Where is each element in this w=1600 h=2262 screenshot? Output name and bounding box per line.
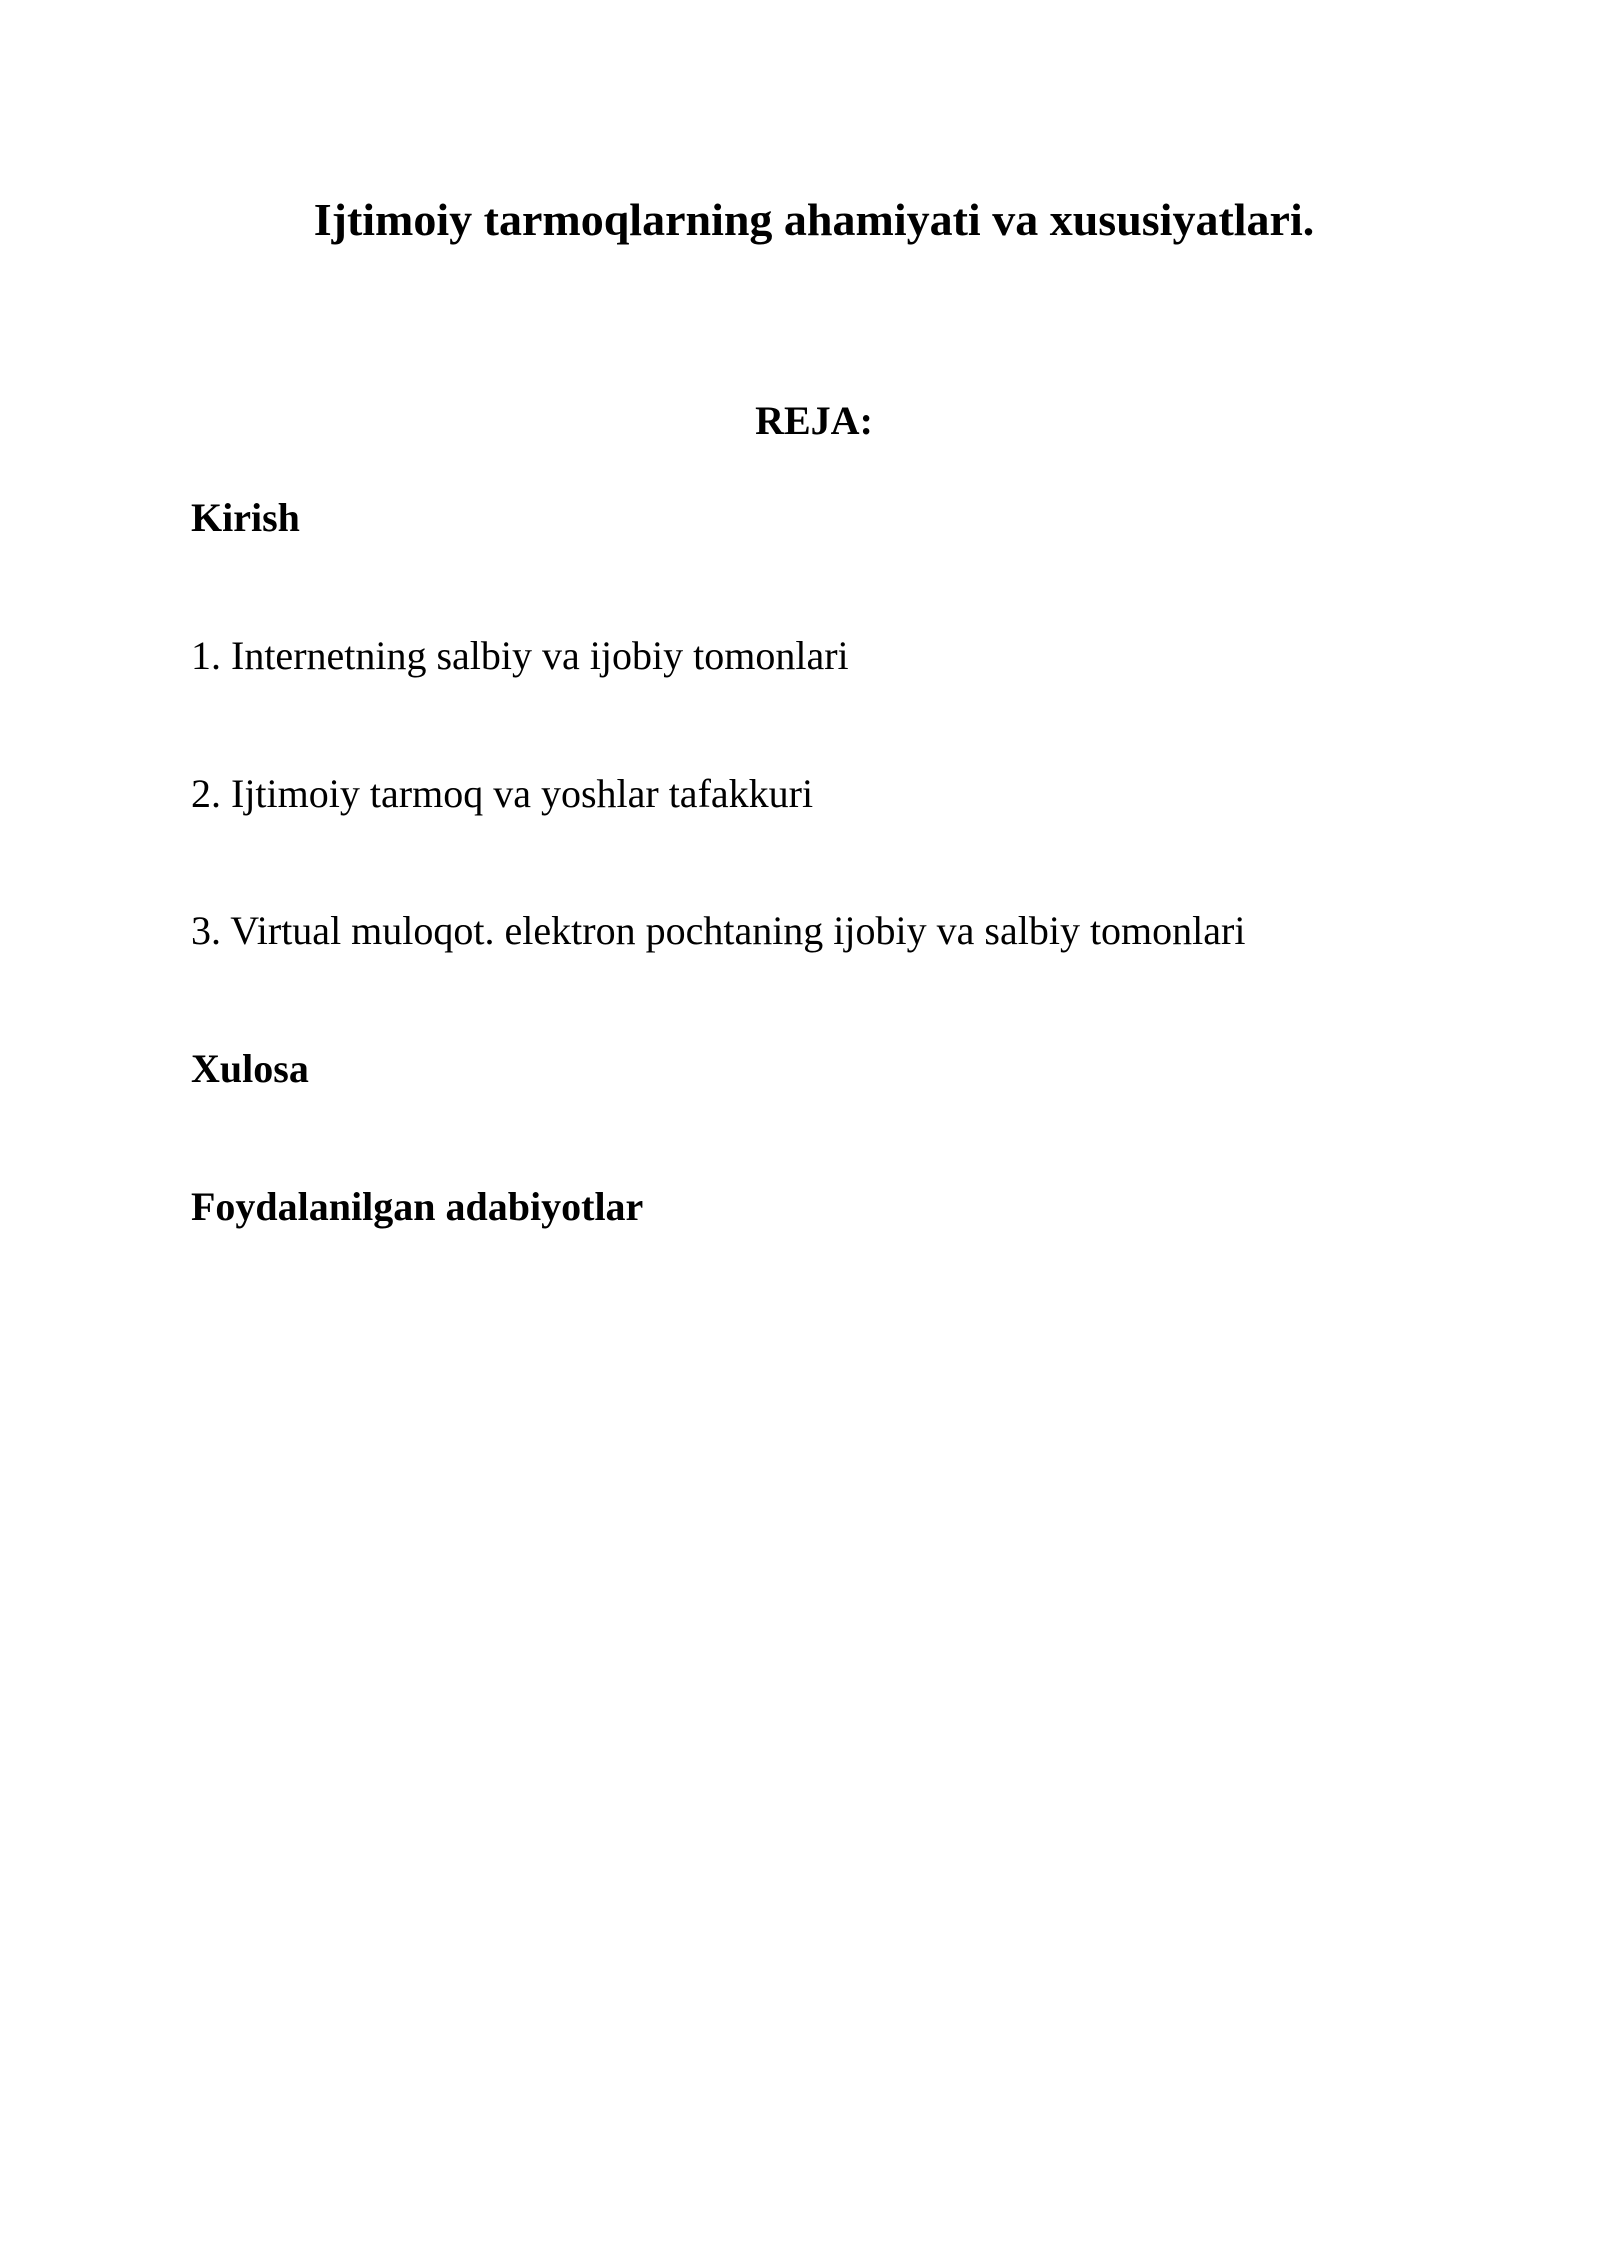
references-heading: Foydalanilgan adabiyotlar [191,1184,644,1229]
document-title: Ijtimoiy tarmoqlarning ahamiyati va xususiyatlari. [313,194,1315,245]
plan-item-1: 1. Internetning salbiy va ijobiy tomonlari [191,633,849,678]
plan-heading: REJA: [755,398,873,443]
plan-item-2: 2. Ijtimoiy tarmoq va yoshlar tafakkuri [191,771,814,816]
conclusion-heading: Xulosa [191,1046,309,1091]
intro-heading: Kirish [191,495,300,540]
plan-item-3: 3. Virtual muloqot. elektron pochtaning ijobiy va salbiy tomonlari [191,908,1246,953]
